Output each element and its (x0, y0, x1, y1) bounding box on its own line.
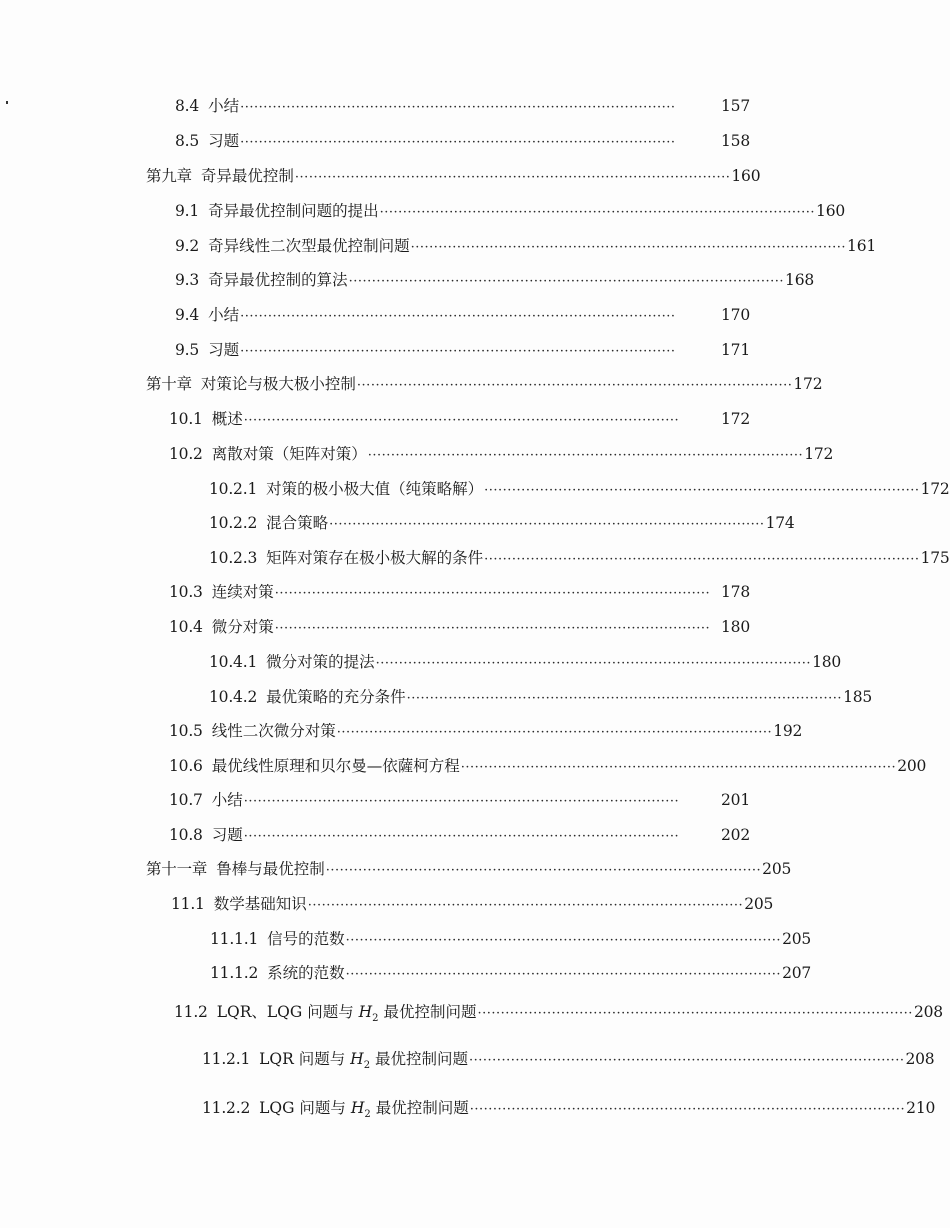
math-subscript: 2 (364, 1109, 371, 1121)
entry-title: 概述 (211, 410, 243, 428)
dot-leader: ······························································································ (345, 967, 782, 982)
dot-leader: ······························································································ (477, 1006, 913, 1021)
entry-title: 奇异最优控制问题的提出 (208, 202, 379, 220)
entry-page: 208 (913, 1003, 943, 1021)
entry-page: 207 (782, 964, 812, 982)
entry-number: 11.2.1 (202, 1050, 251, 1068)
entry-number: 第十一章 (146, 860, 208, 878)
dot-leader: ······························································································ (243, 829, 680, 844)
entry-title: 离散对策（矩阵对策） (211, 445, 367, 463)
title-text: 最优控制问题 (383, 1003, 477, 1021)
entry-title: 最优策略的充分条件 (266, 688, 406, 706)
entry-title (217, 1000, 477, 1031)
math-symbol: H (350, 1099, 365, 1117)
toc-entry[interactable] (146, 372, 823, 396)
entry-page: 171 (721, 341, 750, 359)
title-text: LQR、LQG 问题与 (216, 1003, 354, 1021)
toc-entry[interactable] (169, 615, 750, 639)
toc-entry[interactable] (175, 199, 846, 223)
entry-number: 第十章 (146, 375, 192, 393)
entry-page: 185 (843, 688, 873, 706)
entry-page: 158 (721, 132, 750, 150)
entry-page: 160 (816, 202, 846, 220)
entry-title: 线性二次微分对策 (211, 722, 336, 740)
toc-entry[interactable] (169, 754, 927, 778)
dot-leader: ······························································································ (240, 309, 676, 324)
entry-page: 202 (721, 826, 750, 844)
dot-leader: ······························································································ (484, 483, 920, 498)
entry-number: 10.1 (169, 410, 203, 428)
toc-entry[interactable] (169, 580, 750, 604)
toc-entry[interactable] (171, 892, 774, 916)
entry-title: 习题 (208, 132, 240, 150)
entry-title: 数学基础知识 (213, 895, 307, 913)
entry-title: 奇异最优控制的算法 (208, 271, 348, 289)
toc-entry[interactable] (169, 442, 834, 466)
entry-title: 小结 (208, 97, 240, 115)
toc-entry[interactable] (169, 719, 803, 743)
dot-leader: ······························································································ (274, 621, 711, 636)
entry-title: 连续对策 (211, 583, 274, 601)
entry-page: 180 (812, 653, 842, 671)
entry-page: 174 (765, 514, 795, 532)
dot-leader: ······························································································ (348, 274, 785, 289)
entry-title: 微分对策 (211, 618, 274, 636)
entry-number: 9.3 (175, 271, 200, 289)
math-symbol: H (358, 1003, 373, 1021)
entry-number: 10.4.2 (209, 688, 258, 706)
toc-entry[interactable] (210, 927, 812, 951)
dot-leader: ······························································································ (240, 344, 676, 359)
entry-title: 最优线性原理和贝尔曼—依薩柯方程 (211, 757, 460, 775)
toc-entry[interactable] (175, 338, 750, 362)
entry-number: 10.8 (169, 826, 203, 844)
entry-title (259, 1096, 469, 1127)
toc-entry[interactable] (174, 1000, 943, 1025)
entry-page: 208 (905, 1050, 935, 1068)
toc-entry[interactable] (169, 788, 750, 812)
dot-leader: ······························································································ (410, 240, 847, 255)
entry-number: 9.2 (175, 237, 200, 255)
entry-number: 11.1.2 (210, 964, 259, 982)
entry-number: 10.4 (169, 618, 203, 636)
entry-title: 信号的范数 (267, 930, 345, 948)
title-text: LQR 问题与 (259, 1050, 346, 1068)
entry-title: 奇异最优控制 (200, 167, 294, 185)
toc-entry[interactable] (146, 857, 792, 881)
dot-leader: ······························································································ (469, 1102, 906, 1117)
entry-page: 172 (804, 445, 834, 463)
dot-leader: ······························································································ (367, 448, 804, 463)
entry-number: 10.2 (169, 445, 203, 463)
entry-number: 10.5 (169, 722, 203, 740)
entry-page: 178 (721, 583, 750, 601)
dot-leader: ······························································································ (406, 691, 843, 706)
entry-title: 鲁棒与最优控制 (216, 860, 325, 878)
entry-page: 172 (793, 375, 823, 393)
toc-entry[interactable] (209, 477, 950, 501)
entry-title (259, 1047, 468, 1078)
entry-page: 205 (762, 860, 792, 878)
entry-number: 10.6 (169, 757, 203, 775)
entry-page: 192 (773, 722, 803, 740)
entry-page: 168 (785, 271, 815, 289)
dot-leader: ······························································································ (294, 170, 731, 185)
math-subscript: 2 (363, 1060, 371, 1072)
entry-number: 11.1 (171, 895, 205, 913)
dot-leader: ······························································································ (243, 794, 680, 809)
dot-leader: ······························································································ (329, 517, 765, 532)
entry-number: 10.2.3 (209, 549, 258, 567)
entry-number: 9.5 (175, 341, 200, 359)
entry-number: 9.4 (175, 306, 200, 324)
entry-page: 157 (721, 97, 750, 115)
title-text: LQG 问题与 (259, 1099, 346, 1117)
entry-number: 10.2.2 (209, 514, 258, 532)
entry-number: 11.2.2 (202, 1099, 251, 1117)
entry-page: 201 (721, 791, 750, 809)
dot-leader: ······························································································ (240, 135, 676, 150)
entry-page: 205 (744, 895, 774, 913)
entry-page: 172 (721, 410, 750, 428)
toc-entry[interactable] (202, 1047, 935, 1072)
entry-number: 10.4.1 (209, 653, 258, 671)
entry-page: 172 (920, 480, 950, 498)
entry-number: 第九章 (146, 167, 192, 185)
entry-page: 161 (847, 237, 877, 255)
entry-number: 11.1.1 (210, 930, 259, 948)
dot-leader: ······························································································ (484, 552, 920, 567)
entry-title: 小结 (208, 306, 240, 324)
toc-entry[interactable] (209, 511, 795, 535)
entry-number: 11.2 (174, 1003, 208, 1021)
entry-title: 习题 (211, 826, 243, 844)
dot-leader: ······························································································ (307, 898, 744, 913)
entry-number: 8.4 (175, 97, 200, 115)
entry-number: 10.7 (169, 791, 203, 809)
entry-number: 10.3 (169, 583, 203, 601)
title-text: 最优控制问题 (375, 1099, 469, 1117)
entry-page: 200 (897, 757, 927, 775)
title-text: 最优控制问题 (375, 1050, 469, 1068)
entry-page: 205 (782, 930, 812, 948)
entry-title: 微分对策的提法 (266, 653, 375, 671)
toc-entry[interactable] (175, 234, 877, 258)
toc-entry[interactable] (209, 685, 873, 709)
entry-title: 奇异线性二次型最优控制问题 (208, 237, 410, 255)
entry-title: 混合策略 (266, 514, 329, 532)
dot-leader: ······························································································ (356, 378, 793, 393)
toc-entry[interactable] (146, 164, 761, 188)
toc-entry[interactable] (175, 129, 750, 153)
math-subscript: 2 (372, 1013, 379, 1025)
toc-entry[interactable] (202, 1096, 936, 1121)
entry-page: 160 (731, 167, 761, 185)
toc-entry[interactable] (209, 650, 842, 674)
toc-entry[interactable] (175, 268, 815, 292)
entry-title: 对策的极小极大值（纯策略解） (266, 480, 484, 498)
toc-entry[interactable] (175, 94, 750, 118)
entry-page: 180 (721, 618, 750, 636)
dot-leader: ······························································································ (240, 100, 676, 115)
toc-entry[interactable] (210, 961, 812, 985)
entry-title: 习题 (208, 341, 240, 359)
dot-leader: ······························································································ (345, 933, 782, 948)
entry-number: 8.5 (175, 132, 200, 150)
entry-title: 小结 (211, 791, 243, 809)
dot-leader: ······························································································ (469, 1053, 905, 1068)
dot-leader: ······························································································ (336, 725, 773, 740)
entry-title: 矩阵对策存在极小极大解的条件 (266, 549, 484, 567)
dot-leader: ······························································································ (375, 656, 812, 671)
dot-leader: ······························································································ (379, 205, 816, 220)
entry-number: 9.1 (175, 202, 200, 220)
toc-entry[interactable] (169, 823, 750, 847)
entry-page: 170 (721, 306, 750, 324)
toc-entry[interactable] (209, 546, 950, 570)
toc-entry[interactable] (175, 303, 750, 327)
scan-speck (6, 101, 8, 104)
entry-page: 175 (920, 549, 950, 567)
dot-leader: ······························································································ (243, 413, 680, 428)
entry-number: 10.2.1 (209, 480, 258, 498)
dot-leader: ······························································································ (325, 863, 762, 878)
toc-entry[interactable] (169, 407, 750, 431)
entry-page: 210 (906, 1099, 936, 1117)
math-symbol: H (350, 1050, 364, 1068)
dot-leader: ······························································································ (274, 586, 711, 601)
entry-title: 对策论与极大极小控制 (200, 375, 356, 393)
dot-leader: ······························································································ (460, 760, 897, 775)
entry-title: 系统的范数 (267, 964, 345, 982)
